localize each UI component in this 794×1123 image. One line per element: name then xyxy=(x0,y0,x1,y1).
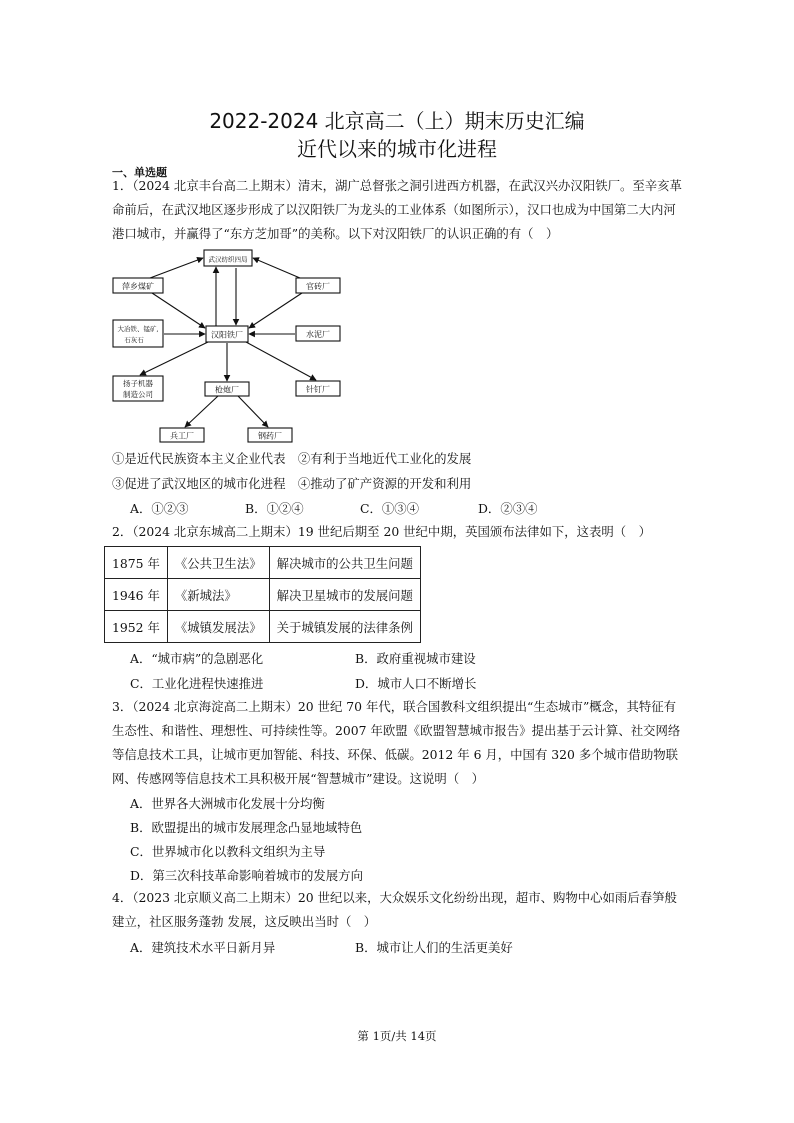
node-top: 武汉纺织四局 xyxy=(208,255,248,264)
q3-option-b[interactable] xyxy=(130,818,362,836)
q1-option-b[interactable] xyxy=(245,499,304,517)
question-1-text: 1．（2024 北京丰台高二上期末）清末，湖广总督张之洞引进西方机器，在武汉兴办汉阳铁厂。至辛亥革命前后，在武汉地区逐步形成了以汉阳铁厂为龙头的工业体系（如图所示），汉口也成为中国第二大内河港口城市，并赢得了“东方芝加哥”的美称。以下对汉阳铁厂的认识正确的有（ ） xyxy=(112,178,682,241)
option-text: 世界各大洲城市化发展十分均衡 xyxy=(151,796,325,811)
option-text: 城市人口不断增长 xyxy=(377,676,477,691)
option-key: B． xyxy=(245,501,267,516)
option-text: 欧盟提出的城市发展理念凸显地域特色 xyxy=(151,820,363,835)
arrow-right1-center xyxy=(249,293,302,328)
option-key: D． xyxy=(355,676,378,691)
node-left1: 萍乡煤矿 xyxy=(122,282,154,291)
table-row xyxy=(105,611,421,643)
option-key: C． xyxy=(360,501,382,516)
q4-option-a[interactable] xyxy=(130,938,275,956)
q4-option-b[interactable] xyxy=(355,938,513,956)
option-key: B． xyxy=(355,940,377,955)
node-center: 汉阳铁厂 xyxy=(211,330,243,340)
table-row xyxy=(105,579,421,611)
question-4-text: 4．（2023 北京顺义高二上期末）20 世纪以来，大众娱乐文化纷纷出现，超市、购物中心如雨后春笋般建立，社区服务蓬勃 发展，这反映出当时（ ） xyxy=(112,890,677,929)
option-key: A． xyxy=(130,501,152,516)
node-bottom: 枪炮厂 xyxy=(215,385,239,395)
table-cell: 1952 年 xyxy=(105,611,168,643)
option-text: ②③④ xyxy=(500,501,538,516)
law-table xyxy=(104,546,421,643)
arrow-center-br xyxy=(246,342,316,380)
question-1-statements-2: ③促进了武汉地区的城市化进程 ④推动了矿产资源的开发和利用 xyxy=(112,476,472,491)
option-text: 政府重视城市建设 xyxy=(376,651,476,666)
q1-option-c[interactable] xyxy=(360,499,419,517)
table-cell: 《城镇发展法》 xyxy=(167,611,269,643)
option-key: A． xyxy=(130,651,152,666)
q3-option-c[interactable] xyxy=(130,842,325,860)
option-key: D． xyxy=(478,501,501,516)
option-key: B． xyxy=(355,651,377,666)
table-cell: 解决卫星城市的发展问题 xyxy=(269,579,420,611)
node-bl-line2: 制造公司 xyxy=(123,390,153,399)
section-heading: 一、单选题 xyxy=(112,166,167,179)
node-left2-line2: 石灰石 xyxy=(124,336,144,344)
option-key: D． xyxy=(130,868,153,883)
option-key: B． xyxy=(130,820,152,835)
q3-option-d[interactable] xyxy=(130,866,363,884)
q2-option-a[interactable] xyxy=(130,649,263,667)
question-2-text: 2．（2024 北京东城高二上期末）19 世纪后期至 20 世纪中期，英国颁布法律如下，这表明（ ） xyxy=(112,524,651,539)
node-br: 针钉厂 xyxy=(306,385,330,394)
document-subtitle: 近代以来的城市化进程 xyxy=(297,137,497,161)
table-cell: 关于城镇发展的法律条例 xyxy=(269,611,420,643)
q1-option-a[interactable] xyxy=(130,499,189,517)
node-sub2: 钢药厂 xyxy=(258,431,282,441)
table-cell: 1875 年 xyxy=(105,547,168,579)
node-sub1: 兵工厂 xyxy=(170,431,194,441)
table-cell: 《新城法》 xyxy=(167,579,269,611)
option-text: 建筑技术水平日新月异 xyxy=(151,940,276,955)
document-title: 2022-2024 北京高二（上）期末历史汇编 xyxy=(209,109,585,133)
table-cell: 《公共卫生法》 xyxy=(167,547,269,579)
page-number: 第 1页/共 14页 xyxy=(357,1029,437,1043)
q2-option-b[interactable] xyxy=(355,649,476,667)
question-3-text: 3．（2024 北京海淀高二上期末）20 世纪 70 年代，联合国教科文组织提出“生态城市”概念，其特征有生态性、和谐性、理想性、可持续性等。2007 年欧盟《欧盟智慧城市报告》提出基于云计算、社交网络等信息技术工具，让城市更加智能、科技、环保、低碳。2012 年 6 月，中国有 320 多个城市借助物联网、传感网等信息技术工具积极开展“智慧城市”建设。这说明（ ） xyxy=(112,699,681,786)
industry-diagram xyxy=(110,246,350,446)
q1-option-d[interactable] xyxy=(478,499,538,517)
arrow-right1-top xyxy=(253,258,300,278)
node-right1: 官砖厂 xyxy=(306,282,330,291)
arrow-bottom-sub2 xyxy=(238,396,268,427)
q3-option-a[interactable] xyxy=(130,794,325,812)
option-key: A． xyxy=(130,940,152,955)
node-bl-line1: 扬子机器 xyxy=(123,379,153,388)
question-1-statements-1: ①是近代民族资本主义企业代表 ②有利于当地近代工业化的发展 xyxy=(112,451,472,466)
table-cell: 解决城市的公共卫生问题 xyxy=(269,547,420,579)
option-text: 第三次科技革命影响着城市的发展方向 xyxy=(152,868,363,883)
option-text: 世界城市化以教科文组织为主导 xyxy=(151,844,326,859)
option-key: C． xyxy=(130,676,152,691)
arrow-left1-top xyxy=(150,258,203,278)
option-text: ①②④ xyxy=(266,501,304,516)
option-key: C． xyxy=(130,844,152,859)
option-key: A． xyxy=(130,796,152,811)
option-text: ①②③ xyxy=(151,501,189,516)
option-text: 城市让人们的生活更美好 xyxy=(376,940,513,955)
option-text: “城市病”的急剧恶化 xyxy=(151,651,264,666)
table-row xyxy=(105,547,421,579)
option-text: 工业化进程快速推进 xyxy=(151,676,264,691)
node-left2-line1: 大冶铁、锰矿, xyxy=(117,325,159,333)
node-right2: 水泥厂 xyxy=(306,330,330,339)
table-cell: 1946 年 xyxy=(105,579,168,611)
q2-option-c[interactable] xyxy=(130,674,263,692)
q2-option-d[interactable] xyxy=(355,674,476,692)
option-text: ①③④ xyxy=(381,501,420,516)
arrow-bottom-sub1 xyxy=(185,396,218,427)
